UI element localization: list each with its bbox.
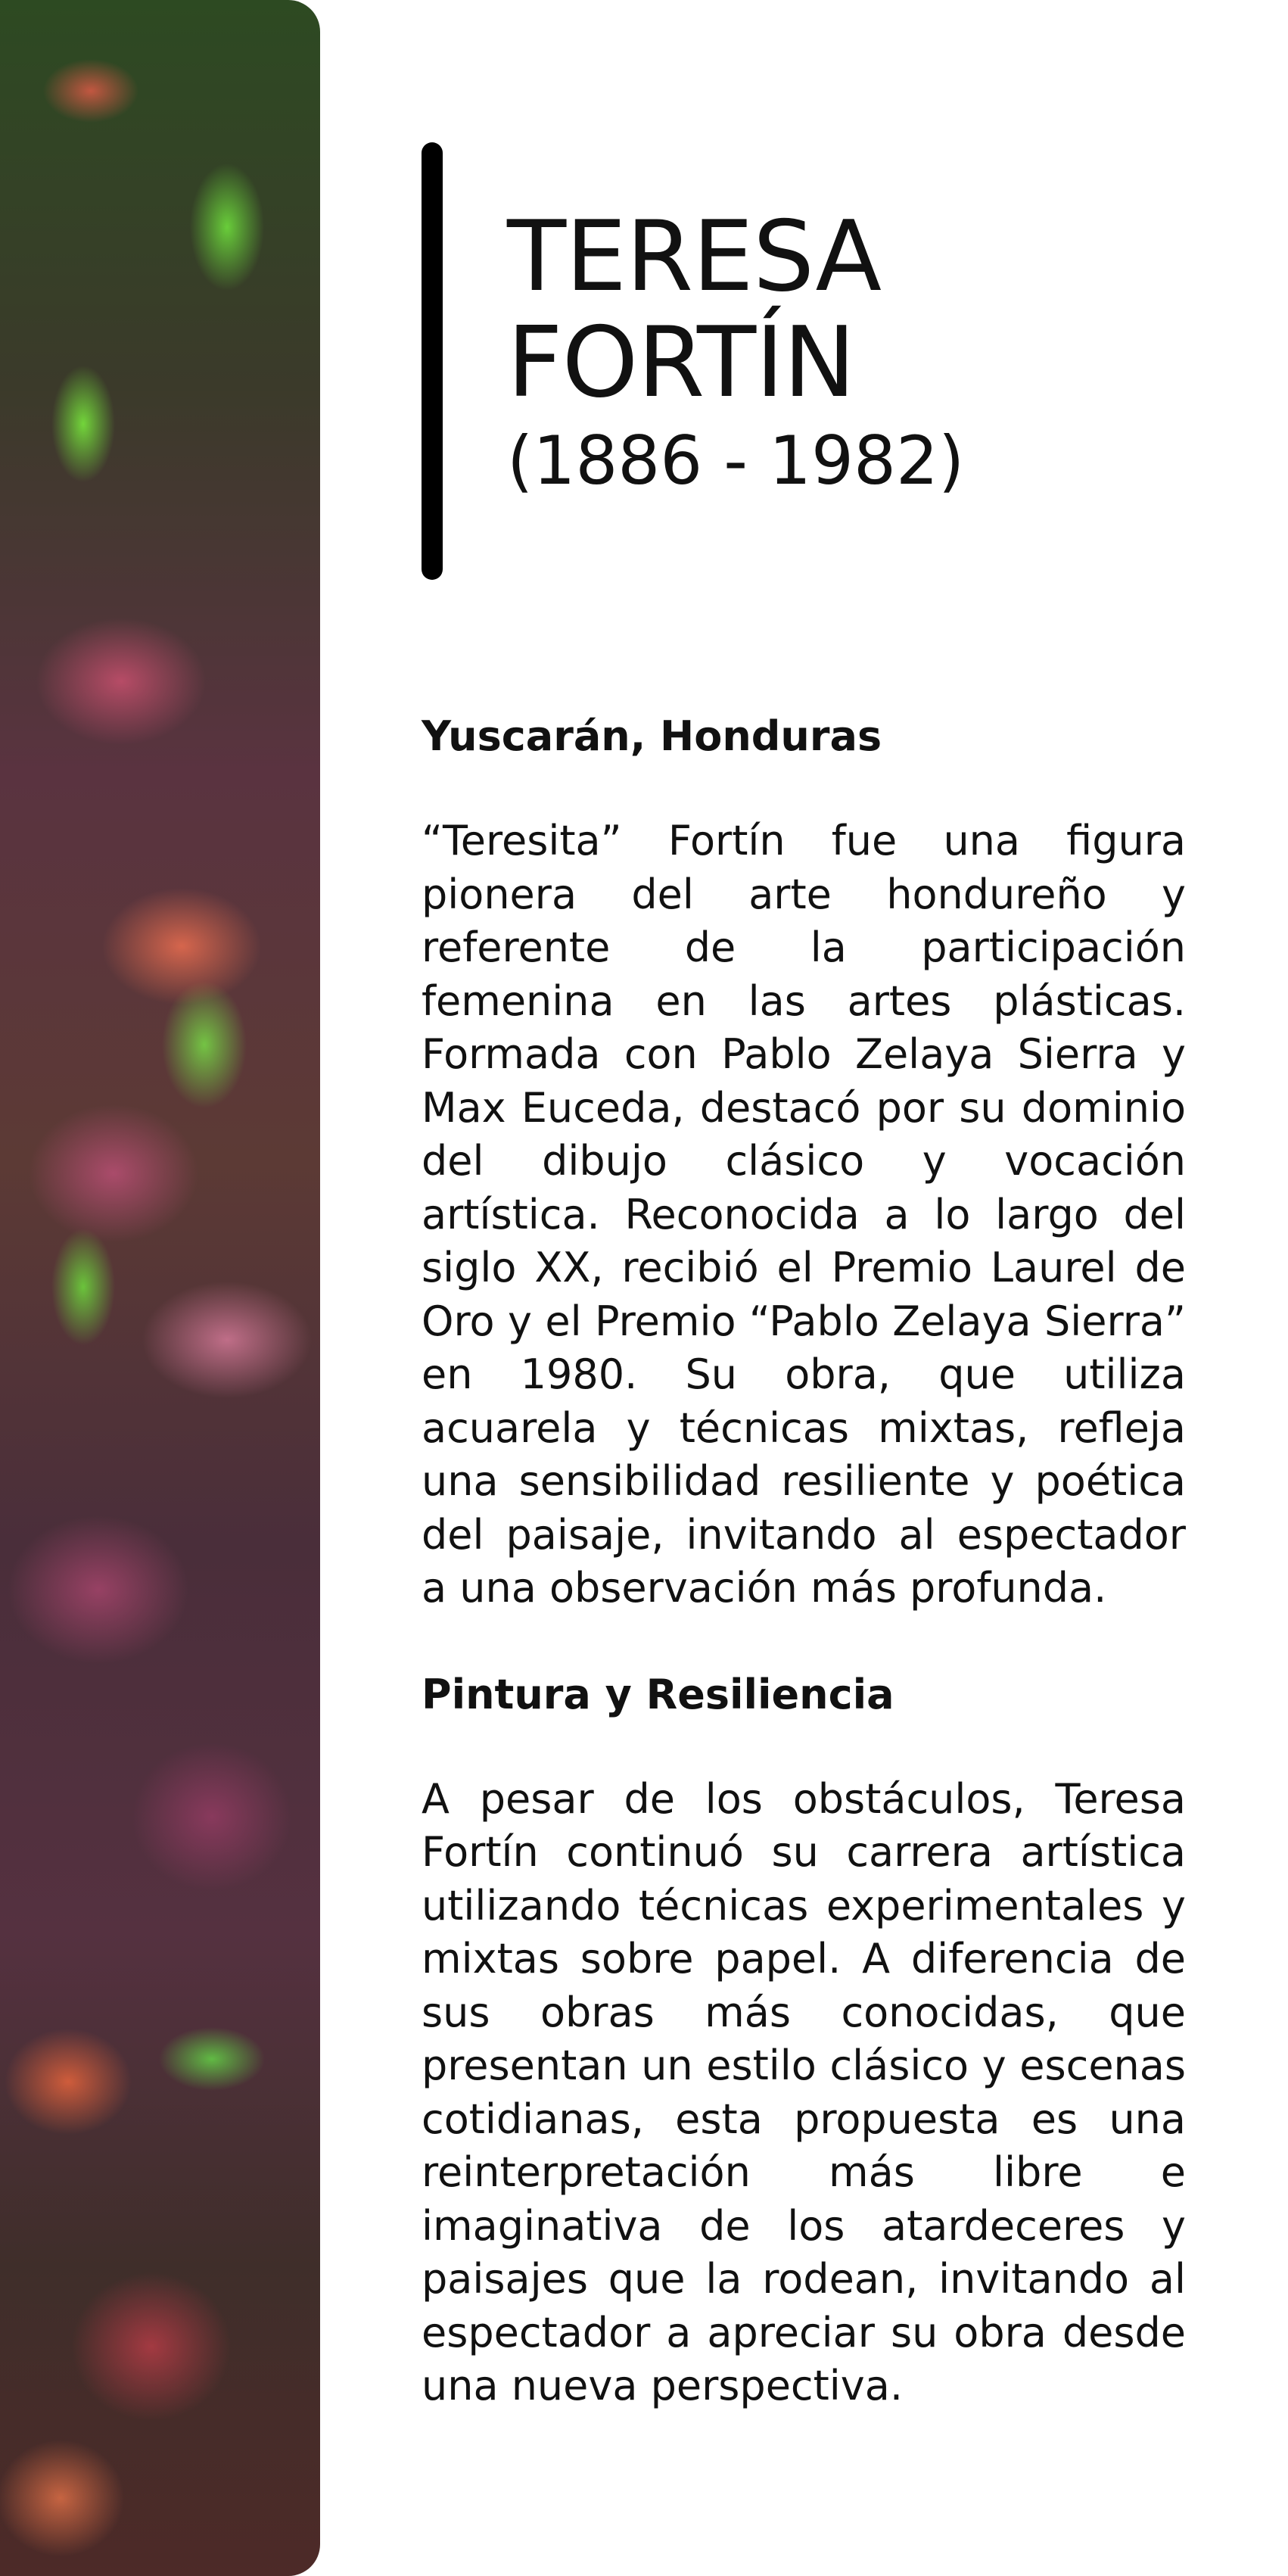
floral-painting-image <box>0 0 320 2576</box>
title-last-name: FORTÍN <box>507 307 855 419</box>
section-text-biography: “Teresita” Fortín fue una figura pionera del arte hondureño y referente de la participación femenina en las artes plásticas. Formada con Pablo Zelaya Sierra y Max Euceda, destacó por su dominio del dibujo clásico y vocación artística. Reconocida a lo largo del siglo XX, recibió el Premio Laurel de Oro y el Premio “Pablo Zelaya Sierra” en 1980. Su obra, que utiliza acuarela y técnicas mixtas, refleja una sensibilidad resiliente y poética del paisaje, invitando al espectador a una observación más profunda. <box>422 817 1186 1612</box>
title-first-name: TERESA <box>507 201 882 313</box>
biography-content <box>422 712 1186 2413</box>
section-text-painting: A pesar de los obstáculos, Teresa Fortín continuó su carrera artística utilizando técnicas experimentales y mixtas sobre papel. A diferencia de sus obras más conocidas, que presentan un estilo clásico y escenas cotidianas, esta propuesta es una reinterpretación más libre e imaginativa de los atardeceres y paisajes que la rodean, invitando al espectador a apreciar su obra desde una nueva perspectiva. <box>422 1774 1186 2409</box>
title-block <box>507 201 1203 503</box>
title-years: (1886 - 1982) <box>507 422 965 500</box>
section-heading-origin: Yuscarán, Honduras <box>422 712 882 760</box>
title-accent-bar <box>422 142 443 580</box>
section-heading-painting: Pintura y Resiliencia <box>422 1670 894 1718</box>
